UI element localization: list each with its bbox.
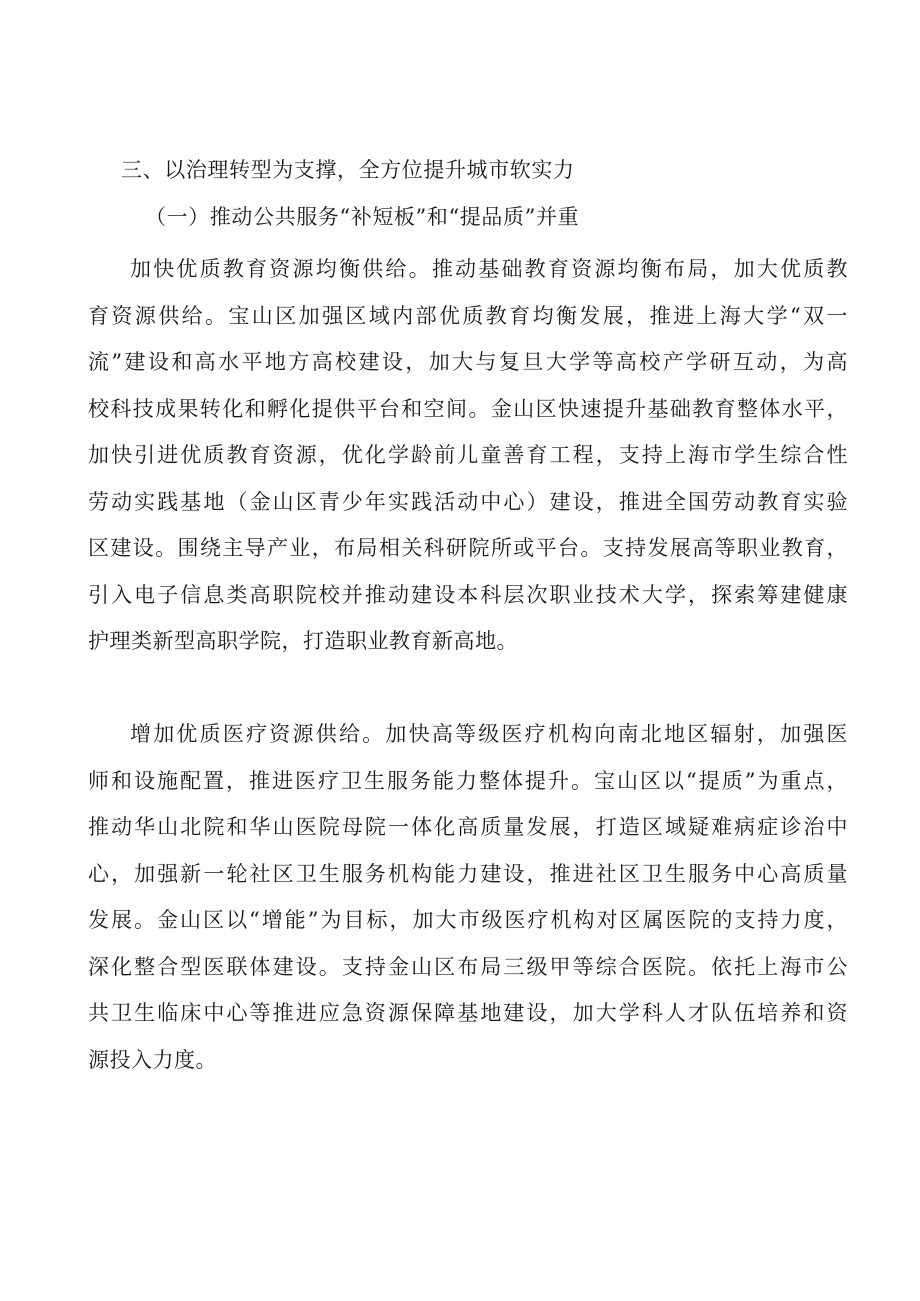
paragraph-line: 引入电子信息类高职院校并推动建设本科层次职业技术大学，探索筹建健康: [88, 582, 848, 607]
paragraph-line: 深化整合型医联体建设。支持金山区布局三级甲等综合医院。依托上海市公: [88, 954, 848, 979]
paragraph-line: 增加优质医疗资源供给。加快高等级医疗机构向南北地区辐射，加强医: [130, 722, 848, 746]
paragraph-line: 推动华山北院和华山医院母院一体化高质量发展，打造区域疑难病症诊治中: [88, 815, 848, 839]
paragraph-line: 校科技成果转化和孵化提供平台和空间。金山区快速提升基础教育整体水平，: [88, 396, 848, 421]
paragraph-medical: [88, 713, 848, 1085]
paragraph-line: 师和设施配置，推进医疗卫生服务能力整体提升。宝山区以“提质”为重点，: [88, 768, 848, 793]
paragraph-line: 加快优质教育资源均衡供给。推动基础教育资源均衡布局，加大优质教: [130, 257, 848, 281]
paragraph-line: 育资源供给。宝山区加强区域内部优质教育均衡发展，推进上海大学“双一: [88, 303, 848, 328]
subsection-heading: （一）推动公共服务“补短板”和“提品质”并重: [145, 205, 580, 229]
paragraph-line: 流”建设和高水平地方高校建设，加大与复旦大学等高校产学研互动，为高: [88, 350, 848, 374]
paragraph-line: 护理类新型高职学院，打造职业教育新高地。: [88, 629, 518, 653]
paragraph-line: 源投入力度。: [88, 1047, 217, 1072]
paragraph-line: 心，加强新一轮社区卫生服务机构能力建设，推进社区卫生服务中心高质量: [88, 861, 848, 886]
paragraph-line: 发展。金山区以“增能”为目标，加大市级医疗机构对区属医院的支持力度，: [88, 908, 848, 932]
paragraph-line: 区建设。围绕主导产业，布局相关科研院所或平台。支持发展高等职业教育，: [88, 536, 848, 560]
paragraph-line: 加快引进优质教育资源，优化学龄前儿童善育工程，支持上海市学生综合性: [88, 443, 848, 467]
paragraph-line: 共卫生临床中心等推进应急资源保障基地建设，加大学科人才队伍培养和资: [88, 1001, 848, 1025]
section-heading: 三、以治理转型为支撑，全方位提升城市软实力: [121, 158, 575, 182]
paragraph-education: [88, 248, 848, 667]
paragraph-line: 劳动实践基地（金山区青少年实践活动中心）建设，推进全国劳动教育实验: [88, 489, 848, 514]
